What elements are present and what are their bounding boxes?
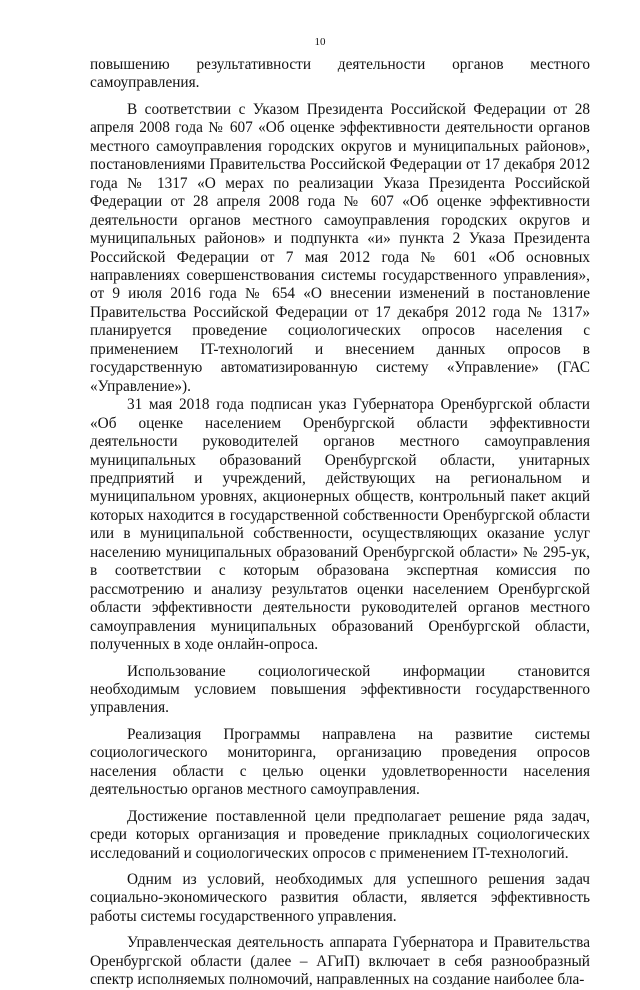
paragraph-governor-decree: 31 мая 2018 года подписан указ Губернатора Оренбургской области «Об оценке населением Оренбургской области эффективности деятельности руководителей органов местного самоуправления муниципальных образований Оренбургской области, унитарных предприятий и учреждений, действующих на региональном и муниципальном уровнях, акционерных обществ, контрольный пакет акций которых находится в государственной собственности Оренбургской области или в муниципальной собственности, осуществляющих оказание услуг населению муниципальных образований Оренбургской области» № 295-ук, в соответствии с которым образована экспертная комиссия по рассмотрению и анализу результатов оценки населением Оренбургской области эффективности деятельности руководителей органов местного самоуправления муниципальных образований Оренбургской области, полученных в ходе онлайн-опроса. <box>90 396 590 654</box>
paragraph-goal-achievement: Достижение поставленной цели предполагает решение ряда задач, среди которых организация и проведение прикладных социологических исследований и социологических опросов с применением IT-технологий. <box>90 807 590 862</box>
paragraph-conditions: Одним из условий, необходимых для успешного решения задач социально-экономического развития области, является эффективность работы системы государственного управления. <box>90 871 590 925</box>
paragraph-management-activity: Управленческая деятельность аппарата Губернатора и Правительства Оренбургской области (далее – АГиП) включает в себя разнообразный спектр исполняемых полномочий, направленных на создание наиболее бла- <box>90 934 590 989</box>
page-number: 10 <box>314 36 326 48</box>
paragraph-continuation: повышению результативности деятельности органов местного самоуправления. <box>90 56 590 92</box>
paragraph-decree-references: В соответствии с Указом Президента Российской Федерации от 28 апреля 2008 года № 607 «Об оценке эффективности деятельности органов местного самоуправления городских округов и муниципальных районов», постановлениями Правительства Российской Федерации от 17 декабря 2012 года № 1317 «О мерах по реализации Указа Президента Российской Федерации от 28 апреля 2008 года № 607 «Об оценке эффективности деятельности органов местного самоуправления городских округов и муниципальных районов» и подпункта «и» пункта 2 Указа Президента Российской Федерации от 7 мая 2012 года № 601 «Об основных направлениях совершенствования системы государственного управления», от 9 июля 2016 года № 654 «О внесении изменений в постановление Правительства Российской Федерации от 17 декабря 2012 года № 1317» планируется проведение социологических опросов населения с применением IT-технологий и внесением данных опросов в государственную автоматизированную систему «Управление» (ГАС «Управление»). <box>90 100 590 395</box>
paragraph-program-implementation: Реализация Программы направлена на развитие системы социологического мониторинга, организацию проведения опросов населения области с целью оценки удовлетворенности населения деятельностью органов местного самоуправления. <box>90 725 590 799</box>
body-text <box>90 56 590 990</box>
paragraph-sociological-info: Использование социологической информации становится необходимым условием повышения эффективности государственного управления. <box>90 662 590 717</box>
